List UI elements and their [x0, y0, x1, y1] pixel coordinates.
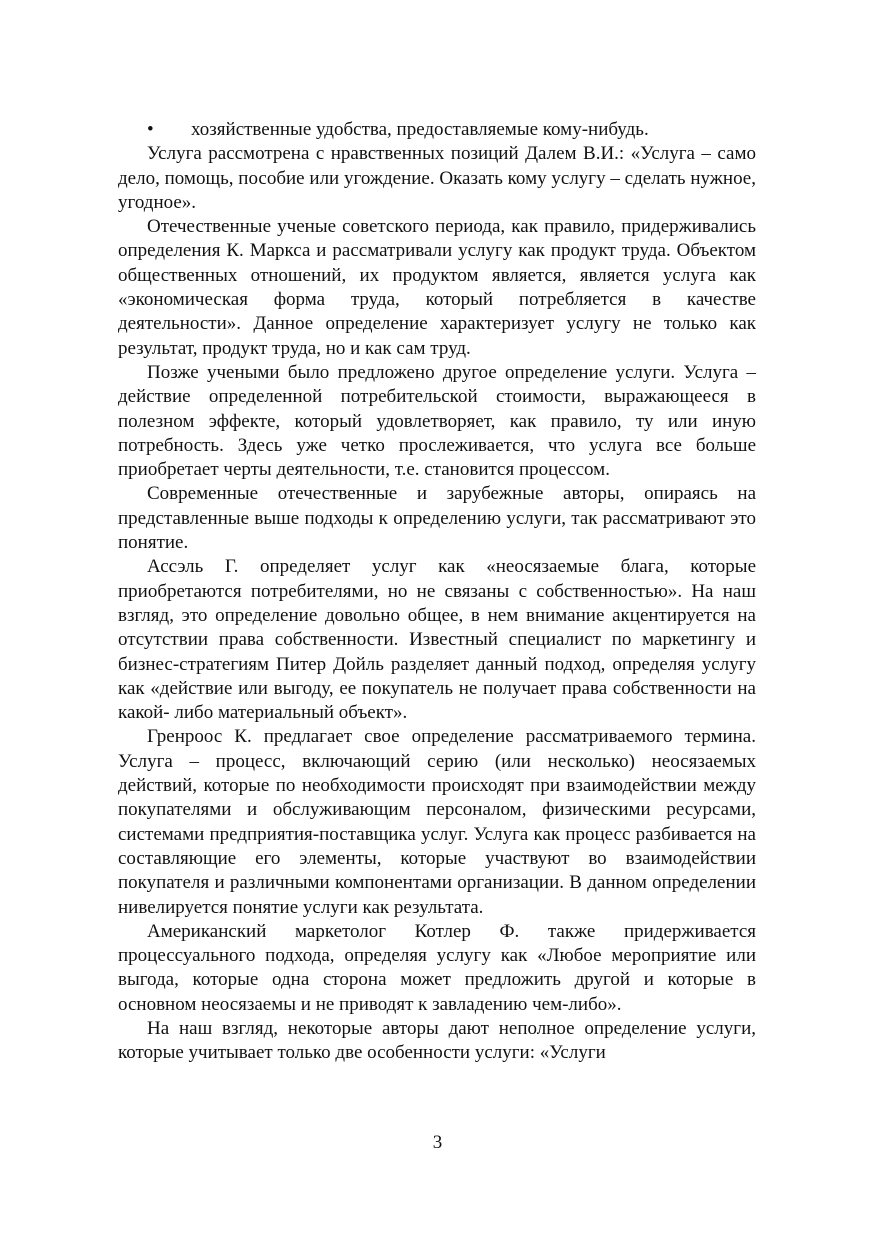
page-number: 3 — [432, 1132, 443, 1153]
paragraph: На наш взгляд, некоторые авторы дают неполное определение услуги, которые учитывает только две особенности услуги: «Услуги — [118, 1017, 756, 1064]
paragraph: Ассэль Г. определяет услуг как «неосязаемые блага, которые приобретаются потребителями, но не связаны с собственностью». На наш взгляд, это определение довольно общее, в нем внимание акцентируется на отсутствии права собственности. Известный специалист по маркетингу и бизнес-стратегиям Питер Дойль разделяет данный подход, определяя услугу как «действие или выгоду, ее покупатель не получает права собственности на какой- либо материальный объект». — [118, 556, 756, 724]
paragraph: Гренроос К. предлагает свое определение рассматриваемого термина. Услуга – процесс, включающий серию (или несколько) неосязаемых действий, которые по необходимости происходят при взаимодействии между покупателями и обслуживающим персоналом, физическими ресурсами, системами предприятия-поставщика услуг. Услуга как процесс разбивается на составляющие его элементы, которые участвуют во взаимодействии покупателя и различными компонентами организации. В данном определении нивелируется понятие услуги как результата. — [118, 726, 756, 918]
paragraph: Услуга рассмотрена с нравственных позиций Далем В.И.: «Услуга – само дело, помощь, пособие или угождение. Оказать кому услугу – сделать нужное, угодное». — [118, 143, 756, 213]
bullet-marker: • — [147, 119, 154, 140]
paragraph: Американский маркетолог Котлер Ф. также придерживается процессуального подхода, определяя услугу как «Любое мероприятие или выгода, которые одна сторона может предложить другой и которые в основном неосязаемы и не приводят к завладению чем-либо». — [118, 920, 756, 1015]
bullet-text: хозяйственные удобства, предоставляемые кому-нибудь. — [191, 119, 649, 140]
paragraph: Позже учеными было предложено другое определение услуги. Услуга – действие определенной потребительской стоимости, выражающееся в полезном эффекте, который удовлетворяет, как правило, ту или иную потребность. Здесь уже четко прослеживается, что услуга все больше приобретает черты деятельности, т.е. становится процессом. — [118, 361, 756, 481]
paragraph: Современные отечественные и зарубежные авторы, опираясь на представленные выше подходы к определению услуги, так рассматривают это понятие. — [118, 483, 756, 554]
paragraph: Отечественные ученые советского периода, как правило, придерживались определения К. Маркса и рассматривали услугу как продукт труда. Объектом общественных отношений, их продуктом является, является услуга как «экономическая форма труда, который потребляется в качестве деятельности». Данное определение характеризует услугу не только как результат, продукт труда, но и как сам труд. — [118, 216, 756, 359]
document-page — [118, 118, 756, 1066]
bullet-item — [147, 118, 756, 142]
